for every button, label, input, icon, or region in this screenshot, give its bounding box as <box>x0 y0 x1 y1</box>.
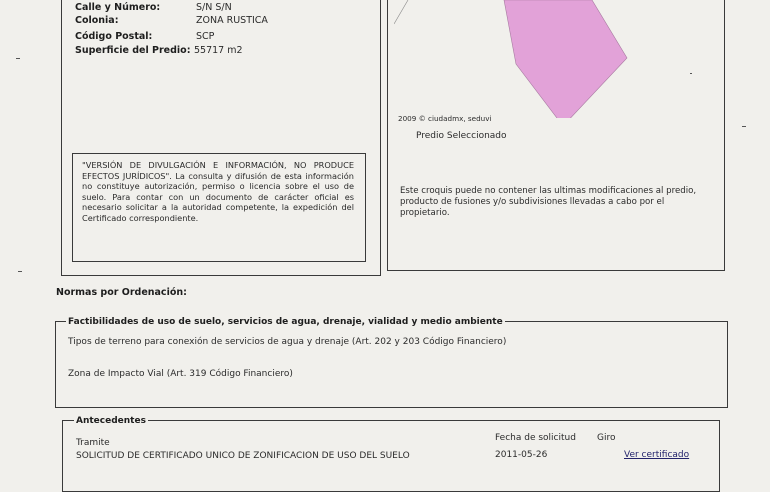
factibilidades-box <box>55 321 728 408</box>
field-label-calle: Calle y Número: <box>75 2 161 13</box>
field-value-calle: S/N S/N <box>196 2 232 13</box>
factibilidad-item: Tipos de terreno para conexión de servicios de agua y drenaje (Art. 202 y 203 Código Financiero) <box>68 337 507 347</box>
row-fecha: 2011-05-26 <box>495 450 548 460</box>
header-giro: Giro <box>597 433 616 443</box>
antecedentes-title: Antecedentes <box>76 416 146 426</box>
map-mark <box>742 126 746 127</box>
map-mark <box>690 73 692 74</box>
header-fecha-solicitud: Fecha de solicitud <box>495 433 576 443</box>
header-tramite: Tramite <box>76 438 110 448</box>
field-label-colonia: Colonia: <box>75 15 119 26</box>
legal-notice-text: "VERSIÓN DE DIVULGACIÓN E INFORMACIÓN, NO PRODUCE EFECTOS JURÍDICOS". La consulta y difusión de esta información no constituye autorización, permiso o licencia sobre el uso de suelo. Para contar con un documento de carácter oficial es necesario solicitar a la autoridad competente, la expedición del Certificado correspondiente. <box>82 160 354 223</box>
map-disclaimer: Este croquis puede no contener las ultimas modificaciones al predio, producto de fusiones y/o subdivisiones llevadas a cabo por el propietario. <box>400 186 697 219</box>
selected-parcel[interactable] <box>504 0 627 118</box>
field-label-superficie: Superficie del Predio: <box>75 45 191 56</box>
margin-mark <box>18 271 22 272</box>
factibilidad-item: Zona de Impacto Vial (Art. 319 Código Financiero) <box>68 369 293 379</box>
map-area[interactable] <box>394 0 634 118</box>
field-value-codigo-postal: SCP <box>196 31 215 42</box>
row-tramite: SOLICITUD DE CERTIFICADO UNICO DE ZONIFICACION DE USO DEL SUELO <box>76 451 410 461</box>
predio-seleccionado-label: Predio Seleccionado <box>416 131 507 141</box>
normas-title: Normas por Ordenación: <box>56 287 187 298</box>
field-label-codigo-postal: Código Postal: <box>75 31 153 42</box>
factibilidades-title: Factibilidades de uso de suelo, servicios de agua, drenaje, vialidad y medio ambiente <box>68 317 503 327</box>
margin-mark <box>16 58 20 59</box>
field-value-superficie: 55717 m2 <box>194 45 243 56</box>
field-value-colonia: ZONA RUSTICA <box>196 15 268 26</box>
map-boundary-line <box>394 0 408 24</box>
map-copyright: 2009 © ciudadmx, seduvi <box>398 114 492 123</box>
map-canvas <box>394 0 634 118</box>
ver-certificado-link[interactable]: Ver certificado <box>624 450 690 460</box>
